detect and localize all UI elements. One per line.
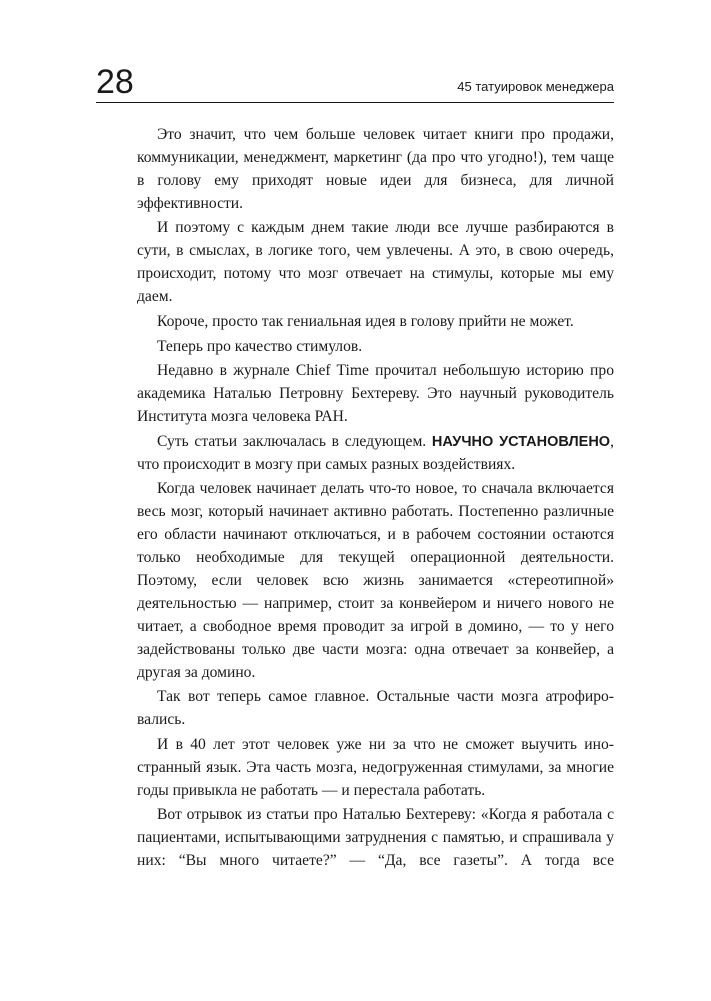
running-head: 45 татуировок менеджера — [457, 79, 614, 94]
paragraph-text: , что происходит в мозгу при самых разных воздействиях. — [137, 432, 614, 473]
body-text — [137, 124, 614, 875]
paragraph: Короче, просто так гениальная идея в голову прийти не может. — [157, 312, 574, 330]
paragraph: Когда человек начинает делать что-то новое, то сначала включается весь мозг, который начинает активно работать. Постепенно различные его области начинают отключаться, и в рабочем состоянии остаются только необходимые для текущей операционной деятельности. Поэтому, если человек всю жизнь занимается «стереотипной» деятельностью — например, стоит за конвейером и ничего нового не читает, а свободное время проводит за игрой в домино, — то у него задействованы только две части мозга: одна отвечает за конвейер, а другая за домино. — [137, 480, 614, 681]
paragraph: И в 40 лет этот человек уже ни за что не сможет выучить иностранный язык. Эта часть мозга, недогруженная стимулами, за многие годы привыкла не работать — и перестала работать. — [137, 735, 614, 799]
paragraph: И поэтому с каждым днем такие люди все лучше разбираются в сути, в смыслах, в логике того, чем увлечены. А это, в свою очередь, происходит, потому что мозг отвечает на стимулы, которые мы ему даем. — [137, 219, 614, 306]
header-rule — [96, 102, 614, 103]
paragraph: Это значит, что чем больше человек читает книги про продажи, коммуникации, менеджмент, маркетинг (да про что угодно!), тем чаще в голову ему приходят новые идеи для бизнеса, для личной эффективности. — [137, 126, 614, 212]
emphasis-text: НАУЧНО УСТАНОВЛЕНО — [431, 433, 611, 450]
page-number: 28 — [96, 63, 134, 101]
paragraph: Недавно в журнале Chief Time прочитал небольшую историю про академика Наталью Петровну Бехтереву. Это научный руководитель Института мозга человека РАН. — [137, 362, 614, 426]
paragraph — [137, 431, 614, 477]
paragraph: Теперь про качество стимулов. — [157, 337, 363, 355]
paragraph-text: Суть статьи заключалась в следующем. — [157, 432, 432, 450]
paragraph: Так вот теперь самое главное. Остальные части мозга атрофировались. — [137, 688, 614, 729]
paragraph: Вот отрывок из статьи про Наталью Бехтереву: «Когда я работала с пациентами, испытывающими затруднения с памятью, и спрашивала у них: “Вы много читаете?” — “Да, все газеты”. А тогда все — [137, 806, 614, 870]
